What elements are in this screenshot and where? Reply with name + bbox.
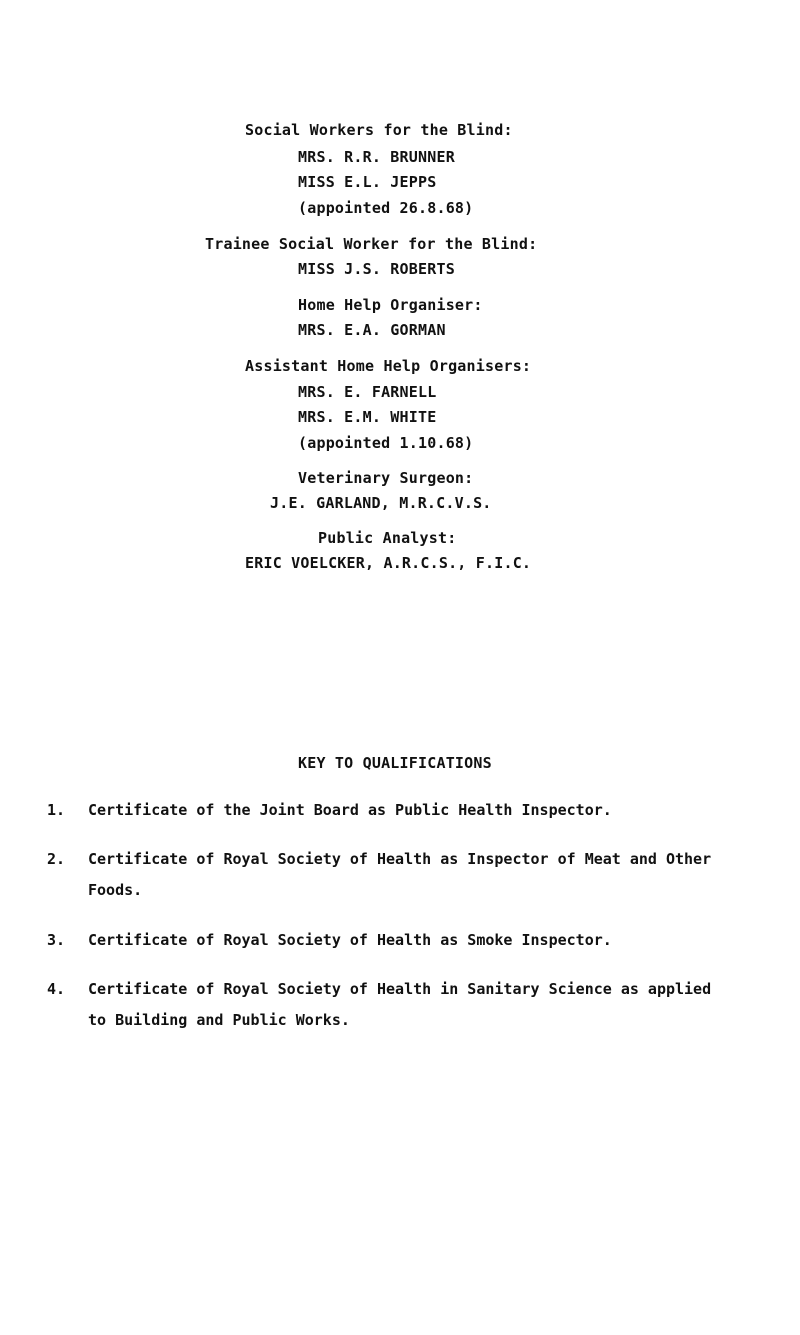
assistant-name: MRS. E. FARNELL [298,383,437,401]
list-item-number: 3. [47,931,66,949]
list-item-number: 1. [47,801,66,819]
vet-heading: Veterinary Surgeon: [298,469,474,487]
list-item: Certificate of the Joint Board as Public Health Inspector. [88,801,612,819]
assistant-heading: Assistant Home Help Organisers: [245,357,532,375]
social-workers-heading: Social Workers for the Blind: [245,121,513,139]
appointment-note: (appointed 26.8.68) [298,199,474,217]
analyst-heading: Public Analyst: [318,529,457,547]
list-item-number: 2. [47,850,66,868]
list-item: Certificate of Royal Society of Health in Sanitary Science as applied to Building and Public Works. [88,980,712,1029]
analyst-name: ERIC VOELCKER, A.R.C.S., F.I.C. [245,554,532,572]
trainee-name: MISS J.S. ROBERTS [298,260,455,278]
home-help-name: MRS. E.A. GORMAN [298,321,446,339]
social-worker-name: MISS E.L. JEPPS [298,173,437,191]
appointment-note: (appointed 1.10.68) [298,434,474,452]
social-worker-name: MRS. R.R. BRUNNER [298,148,455,166]
vet-name: J.E. GARLAND, M.R.C.V.S. [270,494,492,512]
trainee-heading: Trainee Social Worker for the Blind: [205,235,538,253]
list-item: Certificate of Royal Society of Health as Smoke Inspector. [88,931,612,949]
home-help-heading: Home Help Organiser: [298,296,483,314]
list-item: Certificate of Royal Society of Health as Inspector of Meat and Other Foods. [88,850,712,899]
key-heading: KEY TO QUALIFICATIONS [298,754,492,772]
list-item-number: 4. [47,980,66,998]
assistant-name: MRS. E.M. WHITE [298,408,437,426]
